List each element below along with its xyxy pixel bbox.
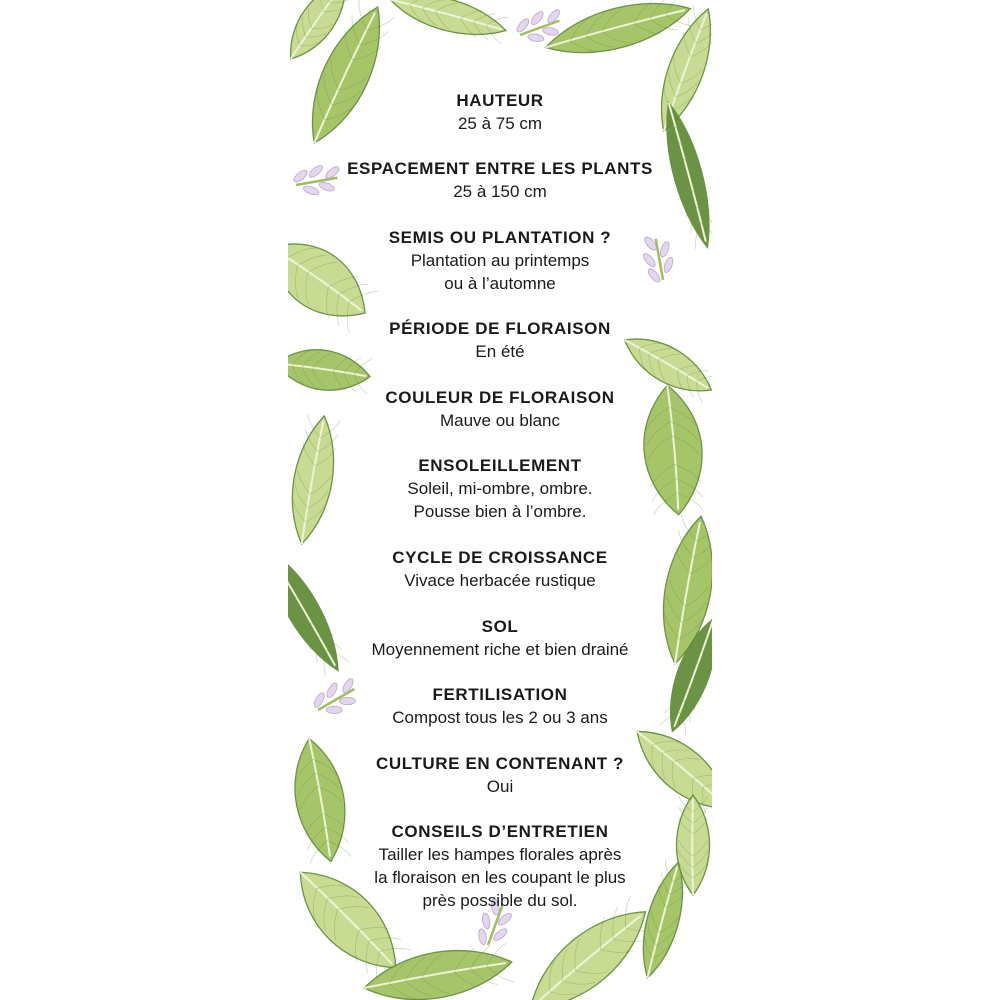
info-section xyxy=(338,89,662,135)
info-section xyxy=(338,386,662,432)
section-text: la floraison en les coupant le plus xyxy=(374,868,626,887)
section-heading: COULEUR DE FLORAISON xyxy=(385,388,615,407)
section-text: Soleil, mi-ombre, ombre. xyxy=(407,479,593,498)
section-heading: CONSEILS D’ENTRETIEN xyxy=(391,822,609,841)
section-text: Oui xyxy=(486,777,514,796)
info-section xyxy=(338,752,662,798)
section-text: Moyennement riche et bien drainé xyxy=(371,640,629,659)
info-section xyxy=(338,226,662,295)
section-text: Pousse bien à l’ombre. xyxy=(413,502,587,521)
section-heading: ENSOLEILLEMENT xyxy=(418,456,582,475)
info-section xyxy=(338,683,662,729)
section-text: Vivace herbacée rustique xyxy=(404,571,596,590)
section-text: Tailler les hampes florales après xyxy=(378,845,622,864)
info-section xyxy=(338,546,662,592)
section-heading: PÉRIODE DE FLORAISON xyxy=(389,319,611,338)
plant-info-card xyxy=(288,0,712,1000)
section-heading: ESPACEMENT ENTRE LES PLANTS xyxy=(347,159,653,178)
section-text: près possible du sol. xyxy=(422,891,578,910)
section-text: En été xyxy=(475,342,525,361)
info-section xyxy=(338,454,662,523)
section-heading: FERTILISATION xyxy=(432,685,568,704)
section-text: ou à l’automne xyxy=(444,274,556,293)
info-section xyxy=(338,157,662,203)
section-text: 25 à 150 cm xyxy=(453,182,547,201)
section-text: Plantation au printemps xyxy=(410,251,590,270)
section-heading: SOL xyxy=(481,617,519,636)
section-text: Mauve ou blanc xyxy=(439,411,561,430)
info-section xyxy=(338,820,662,912)
section-heading: CULTURE EN CONTENANT ? xyxy=(375,754,625,773)
section-text: 25 à 75 cm xyxy=(457,114,543,133)
section-text: Compost tous les 2 ou 3 ans xyxy=(392,708,608,727)
section-heading: SEMIS OU PLANTATION ? xyxy=(388,228,612,247)
section-heading: CYCLE DE CROISSANCE xyxy=(392,548,608,567)
info-sections xyxy=(288,0,712,1000)
section-heading: HAUTEUR xyxy=(456,91,544,110)
info-section xyxy=(338,317,662,363)
info-section xyxy=(338,615,662,661)
